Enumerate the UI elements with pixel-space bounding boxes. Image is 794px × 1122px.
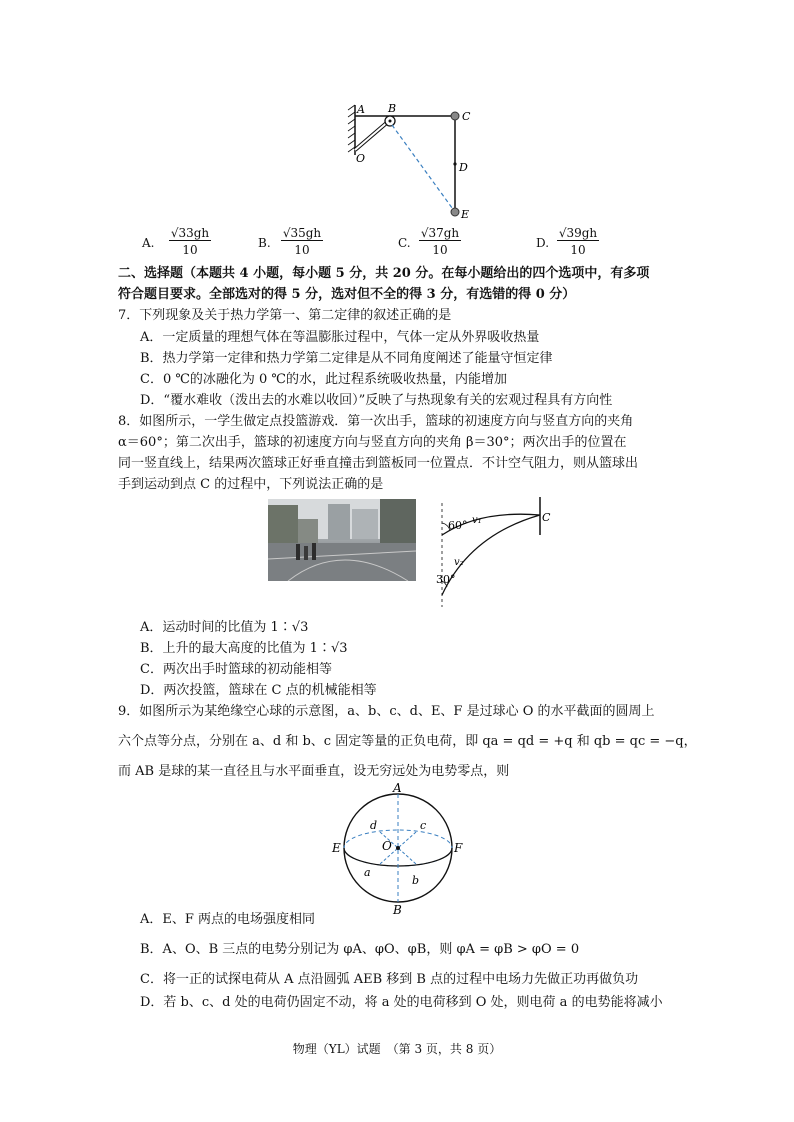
fig6-label-a: A [357, 103, 365, 116]
q9-point-c: c [420, 819, 427, 832]
section2-line1: 二、选择题（本题共 4 小题，每小题 5 分，共 20 分。在每小题给出的四个选项中，有多项 [118, 266, 650, 281]
q6-option-c: $\frac{√37gh}{10}$ [420, 226, 460, 257]
q8-angle-30: 30° [436, 573, 456, 586]
q9-point-d: d [370, 819, 378, 832]
q9-point-o: O [382, 839, 392, 853]
page-footer: 物理（YL）试题 （第 3 页，共 8 页） [292, 1042, 502, 1056]
q6-option-a-label: A. [142, 236, 155, 250]
q8-option-b: B．上升的最大高度的比值为 1∶√3 [140, 641, 348, 656]
q6-figure [340, 100, 480, 225]
q8-angle-60: 60° [448, 519, 468, 532]
fig6-label-b: B [388, 102, 397, 115]
q9-stem-line3: 而 AB 是球的某一直径且与水平面垂直，设无穷远处为电势零点，则 [118, 764, 510, 779]
q8-stem-line1: 8．如图所示，一学生做定点投篮游戏．第一次出手，篮球的初速度方向与竖直方向的夹角 [118, 414, 634, 429]
q7-option-c: C．0 ℃的冰融化为 0 ℃的水，此过程系统吸收热量，内能增加 [140, 372, 507, 387]
q8-stem-line2: α＝60°；第二次出手，篮球的初速度方向与竖直方向的夹角 β＝30°；两次出手的位置在 [118, 435, 627, 450]
q9-option-b: B．A、O、B 三点的电势分别记为 φA、φO、φB，则 φA = φB > φO = 0 [140, 942, 580, 957]
q9-point-a: A [393, 781, 402, 795]
q7-option-b: B．热力学第一定律和热力学第二定律是从不同角度阐述了能量守恒定律 [140, 351, 553, 366]
basketball-court-photo [268, 499, 416, 581]
q9-sphere-figure [330, 780, 470, 915]
q9-point-f: F [454, 841, 463, 855]
q9-option-d: D．若 b、c、d 处的电荷仍固定不动，将 a 处的电荷移到 O 处，则电荷 a 的电势能将减小 [140, 995, 663, 1010]
q8-trajectory-figure [430, 495, 560, 610]
q8-stem-line4: 手到运动到点 C 的过程中，下列说法正确的是 [118, 477, 384, 492]
q9-point-b-lower: b [412, 874, 420, 887]
q8-stem-line3: 同一竖直线上，结果两次篮球正好垂直撞击到篮板同一位置点．不计空气阻力，则从篮球出 [118, 456, 639, 471]
q9-stem-line1: 9．如图所示为某绝缘空心球的示意图，a、b、c、d、E、F 是过球心 O 的水平截面的圆周上 [118, 704, 655, 719]
q8-point-c: C [542, 511, 551, 524]
q8-option-c: C．两次出手时篮球的初动能相等 [140, 662, 332, 677]
fig6-label-o: O [356, 152, 366, 165]
fig6-label-e: E [461, 208, 470, 221]
q8-v2-label: v₂ [454, 557, 464, 568]
q7-stem: 7．下列现象及关于热力学第一、第二定律的叙述正确的是 [118, 308, 452, 323]
q9-stem-line2: 六个点等分点，分别在 a、d 和 b、c 固定等量的正负电荷，即 qa = qd = +q 和 qb = qc = −q， [118, 734, 697, 749]
q8-option-a: A．运动时间的比值为 1∶√3 [140, 620, 309, 635]
section2-line2: 符合题目要求。全部选对的得 5 分，选对但不全的得 3 分，有选错的得 0 分） [118, 287, 576, 302]
q6-option-c-label: C. [398, 236, 411, 250]
q9-point-a-lower: a [364, 866, 371, 879]
fig6-label-d: D [459, 161, 468, 174]
q6-option-d-label: D. [536, 236, 550, 250]
q7-option-d: D．“覆水难收（泼出去的水难以收回）”反映了与热现象有关的宏观过程具有方向性 [140, 393, 613, 408]
q8-option-d: D．两次投篮，篮球在 C 点的机械能相等 [140, 683, 377, 698]
q8-v1-label: v₁ [472, 515, 482, 526]
q6-option-b: $\frac{√35gh}{10}$ [282, 226, 322, 257]
q6-option-b-label: B. [258, 236, 271, 250]
q9-point-b: B [393, 903, 402, 915]
q9-point-e: E [332, 841, 341, 855]
q6-option-d: $\frac{√39gh}{10}$ [558, 226, 598, 257]
fig6-label-c: C [462, 110, 471, 123]
q9-option-c: C．将一正的试探电荷从 A 点沿圆弧 AEB 移到 B 点的过程中电场力先做正功再做负功 [140, 972, 639, 987]
q7-option-a: A．一定质量的理想气体在等温膨胀过程中，气体一定从外界吸收热量 [140, 330, 540, 345]
q6-option-a: $\frac{√33gh}{10}$ [170, 226, 210, 257]
q9-option-a: A．E、F 两点的电场强度相同 [140, 912, 316, 927]
